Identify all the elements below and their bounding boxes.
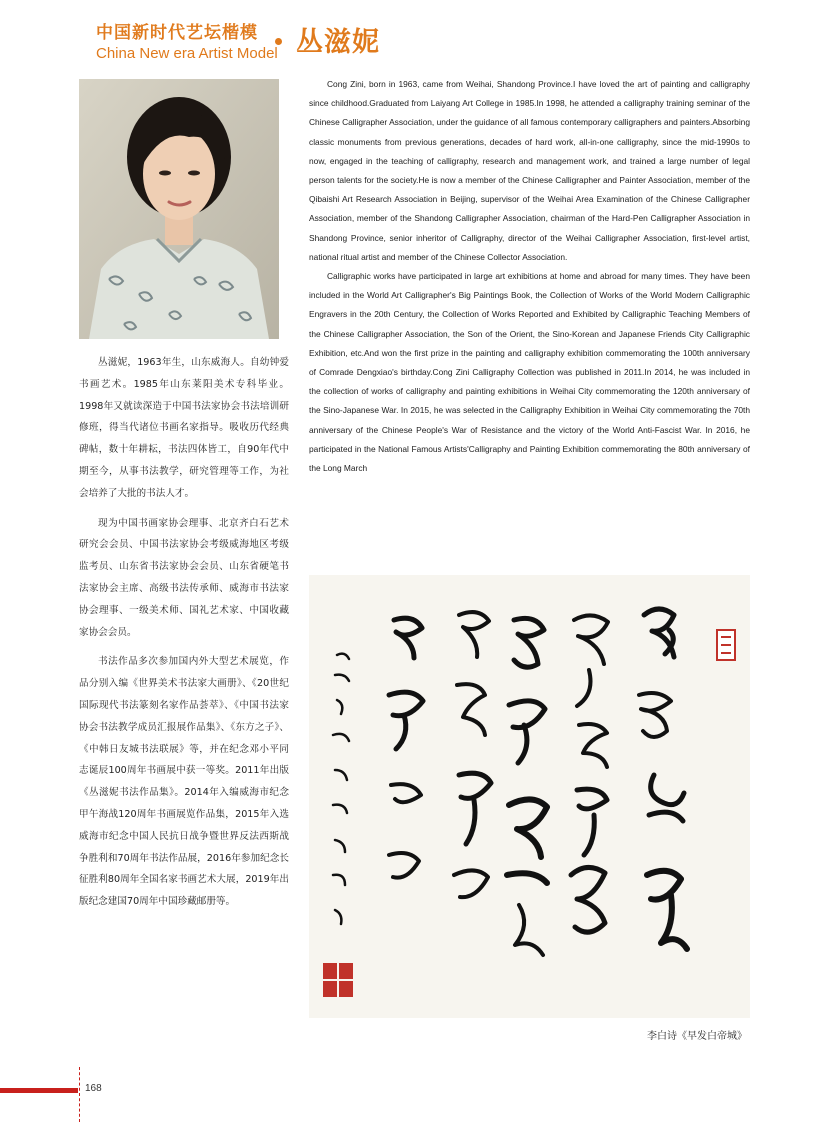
page-number: 168 — [85, 1083, 102, 1094]
footer-accent-bar — [0, 1088, 78, 1093]
artist-portrait-photo — [79, 79, 279, 339]
artwork-caption: 李白诗《早发白帝城》 — [647, 1031, 747, 1042]
title-bullet-dot — [275, 38, 282, 45]
series-title-en: China New era Artist Model — [96, 45, 278, 62]
chinese-bio-paragraph: 丛滋妮，1963年生，山东威海人。自幼钟爱书画艺术。1985年山东莱阳美术专科毕业。1998年又就读深造于中国书法家协会书法培训研修班，得当代诸位书画名家指导。吸收历代经典碑帖，数十年耕耘，书法四体皆工，自90年代中期至今，从事书法教学，研究管理等工作，为社会培养了大批的书法人才。 — [79, 357, 289, 499]
page-header — [96, 18, 278, 62]
chinese-bio-paragraph: 现为中国书画家协会理事、北京齐白石艺术研究会会员、中国书法家协会考级威海地区考级监考员、山东省书法家协会会员、山东省硬笔书法家协会主席、高级书法传承师、威海市书法家协会理事、一级美术师、国礼艺术家、中国收藏家协会会员。 — [79, 517, 289, 638]
footer-divider-line — [79, 1067, 80, 1122]
chinese-bio-paragraph: 书法作品多次参加国内外大型艺术展览，作品分别入编《世界美术书法家大画册》、《20世纪国际现代书法篆刻名家作品荟萃》、《中国书法家协会书法教学成员汇报展作品集》、《东方之子》、《中韩日友城书法联展》等，并在纪念邓小平同志诞辰100周年书画展中获一等奖。2011年出版《丛滋妮书法作品集》。2014年入编威海市纪念甲午海战120周年书画展览作品集，2015年入选威海市纪念中国人民抗日战争暨世界反法西斯战争胜利和70周年书法作品展，2016年参加纪念长征胜利80周年全国名家书画艺术大展，2019年出版纪念建国70周年中国珍藏邮册等。 — [79, 656, 289, 908]
portrait-illustration — [79, 79, 279, 339]
english-bio-paragraph: Cong Zini, born in 1963, came from Weihai, Shandong Province.I have loved the art of painting and calligraphy since childhood.Graduated from Laiyang Art College in 1985.In 1998, he attended a calligraphy training seminar of the Chinese Calligrapher Association, under the guidance of all famous contemporary calligraphers and painters.Absorbing classic monuments from previous generations, decades of hard work, all-in-one calligraphy, since the mid-1990s to now, engaged in the teaching of calligraphy, research and management work, and trained a large number of legal person talents for the society.He is now a member of the Chinese Calligrapher and Painter Association, member of the Qibaishi Art Research Association in Beijing, supervisor of the Weihai Area Examination of the Chinese Calligrapher Association, member of the Shandong Calligrapher Association, chairman of the Hard-Pen Calligrapher Association in Shandong Province, senior inheritor of Calligraphy, director of the Weihai Calligrapher Association, first-level artist, national ritual artist and member of the Chinese Collector Association. — [309, 79, 750, 262]
english-biography — [309, 75, 750, 478]
chinese-biography — [79, 352, 289, 921]
series-title-cn: 中国新时代艺坛楷模 — [96, 23, 258, 43]
calligraphy-artwork — [309, 575, 750, 1018]
artist-name: 丛滋妮 — [296, 27, 380, 58]
calligraphy-strokes — [309, 575, 750, 1018]
english-bio-paragraph: Calligraphic works have participated in large art exhibitions at home and abroad for many times. They have been included in the World Art Calligrapher's Big Paintings Book, the Collection of Works of the World Modern Calligraphic Engravers in the 20th Century, the Collection of Works Reported and Exhibited by Calligraphic Teaching Members of the Chinese Calligrapher Association, the Son of the Orient, the Sino-Korean and Japanese Friends City Calligraphic Exhibition, etc.And won the first prize in the painting and calligraphy exhibition commemorating the 100th anniversary of Comrade Dengxiao's birthday.Cong Zini Calligraphy Collection was published in 2011.In 2014, he was included in the collection of works of calligraphy and painting exhibitions in Weihai City commemorating the 120th anniversary of the Sino-Japanese War. In 2015, he was selected in the Calligraphy Exhibition in Weihai City commemorating the 70th anniversary of the Chinese People's War of Resistance and the victory of the World Anti-Fascist War. In 2016, he participated in the National Famous Artists'Calligraphy and Painting Exhibition commemorating the 80th anniversary of the Long March — [309, 271, 750, 474]
